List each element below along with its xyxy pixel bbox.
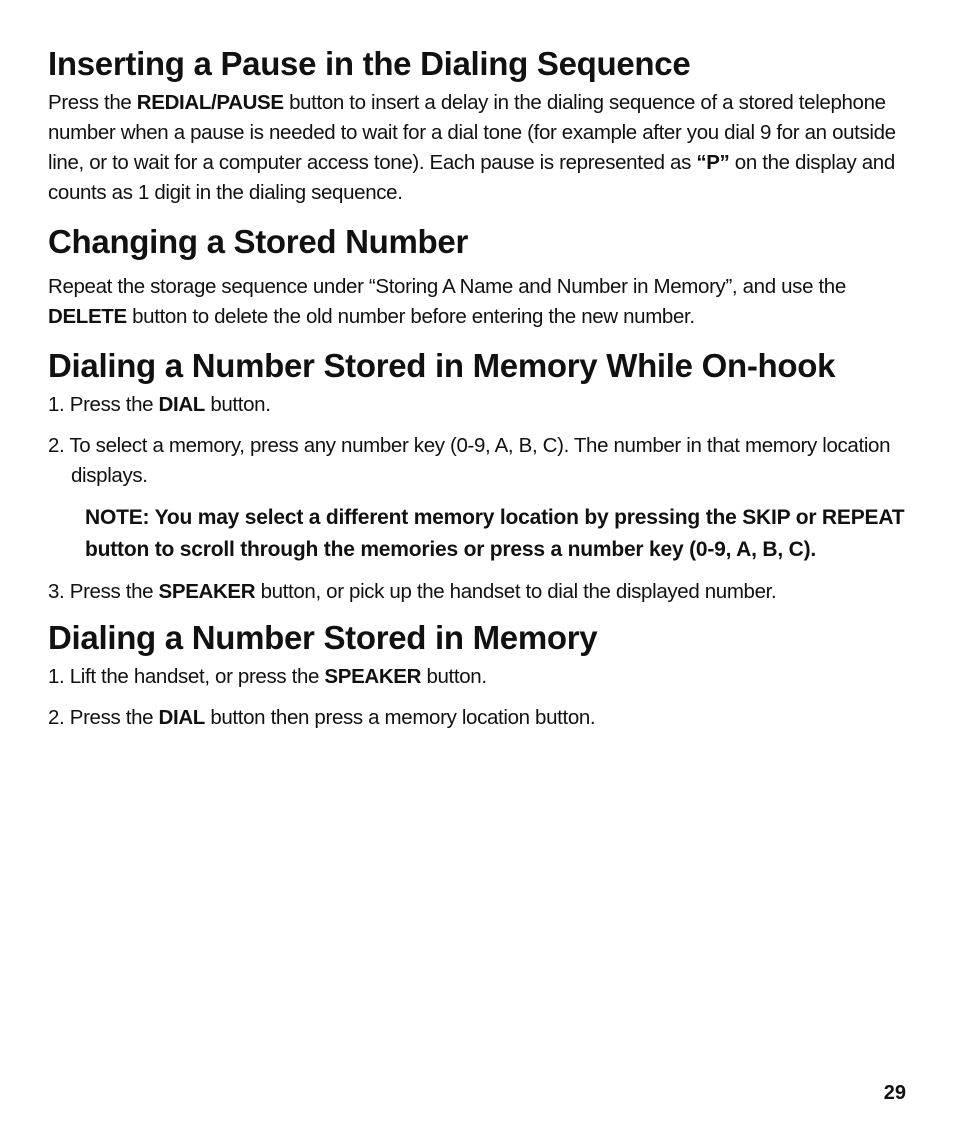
list-item [48, 577, 918, 607]
section-heading-dialing-memory: Dialing a Number Stored in Memory [48, 619, 598, 656]
list-item [48, 703, 918, 733]
body-text: Press the [48, 91, 137, 114]
section-heading-changing-number: Changing a Stored Number [48, 223, 468, 260]
step-text: 1. Press the [48, 393, 159, 416]
body-text: Repeat the storage sequence under “Storing A Name and Number in Memory”, and use the [48, 275, 846, 298]
step-text: button, or pick up the handset to dial the displayed number. [255, 580, 777, 603]
step-text: button. [204, 393, 271, 416]
list-item [48, 390, 918, 420]
display-symbol-p: “P” [696, 151, 730, 174]
body-text: on the display and counts as 1 digit in the dialing sequence. [48, 151, 895, 204]
key-label-speaker: SPEAKER [158, 580, 256, 603]
step-text: 2. Press the [48, 706, 159, 729]
section-heading-dialing-on-hook: Dialing a Number Stored in Memory While On-hook [48, 347, 836, 384]
page-number: 29 [883, 1082, 906, 1104]
section-body-inserting-pause [48, 88, 918, 208]
step-text: 3. Press the [48, 580, 159, 603]
list-item [48, 662, 918, 692]
key-label-redial-pause: REDIAL/PAUSE [136, 91, 284, 114]
key-label-speaker: SPEAKER [324, 665, 422, 688]
key-label-dial: DIAL [158, 706, 205, 729]
note-text: NOTE: You may select a different memory location by pressing the SKIP or REPEAT button to scroll through the memories or press a number key (0-9, A, B, C). [85, 506, 905, 561]
manual-page [48, 44, 918, 744]
key-label-delete: DELETE [48, 305, 127, 328]
step-text: 1. Lift the handset, or press the [48, 665, 325, 688]
list-item: 2. To select a memory, press any number key (0-9, A, B, C). The number in that memory location displays. [48, 434, 891, 487]
step-text: button. [421, 665, 487, 688]
section-body-changing-number [48, 272, 918, 332]
body-text: button to insert a delay in the dialing sequence of a stored telephone number when a pause is needed to wait for a dial tone (for example after you dial 9 for an outside line, or to wait for a computer access tone). Each pause is represented as [48, 91, 896, 174]
key-label-dial: DIAL [158, 393, 205, 416]
step-text: button then press a memory location button. [204, 706, 596, 729]
section-heading-inserting-pause: Inserting a Pause in the Dialing Sequence [48, 45, 691, 82]
body-text: button to delete the old number before entering the new number. [126, 305, 695, 328]
